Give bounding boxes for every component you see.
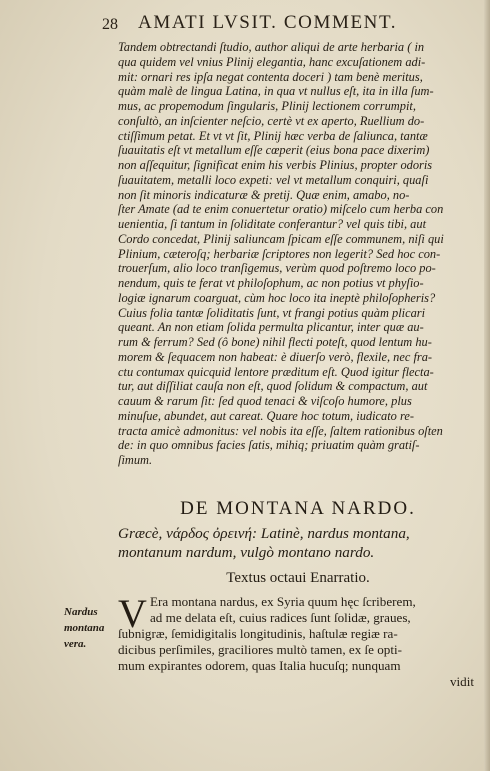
text-line: ſuauitatis eſt vt metallum eſſe cœperit (eius bona pace dixerim): [118, 143, 430, 158]
text-line: dicibus perſimiles, graciliores multò tamen, ex ſe opti-: [118, 642, 402, 657]
section-title: DE MONTANA NARDO.: [180, 498, 416, 519]
drop-cap: V: [118, 591, 147, 636]
text-line: qua quidem vel vnius Plinij elegantia, hanc excuſationem adi-: [118, 54, 426, 69]
running-head: AMATI LVSIT. COMMENT.: [138, 12, 398, 33]
text-line: non aſſequitur, ſignificat enim his verbis Plinius, propter odoris: [118, 158, 433, 172]
subtitle-line: montanum nardum, vulgò montano nardo.: [118, 544, 375, 561]
section-subtitle: [118, 524, 478, 562]
text-line: ad me delata eſt, cuius radices ſunt ſolidæ, graues,: [150, 610, 411, 625]
text-line: morem & ſequacem non habeat: è diuerſo verò, flexile, nec fra-: [118, 349, 433, 364]
text-line: Cordo concedat, Plinij saliuncam ſpicam eſſe communem, niſi qui: [118, 231, 444, 246]
text-line: nendum, quis te ferat vt philoſophum, ac non potius vt phyſio-: [118, 276, 424, 290]
text-line: Cuius folia tantæ ſoliditatis ſunt, vt frangi potius quàm plicari: [118, 305, 426, 320]
marginal-line: Nardus: [64, 606, 98, 618]
text-line: de: in quo omnibus facies ſatis, mihiq; priuatim quàm gratiſ-: [118, 438, 420, 453]
text-line: mus, ac propemodum ſingularis, Plinij lectionem corrumpit,: [118, 99, 416, 113]
text-line: ctiſſimum petat. Et vt vt ſit, Plinij hæc verba de ſaliunca, tantæ: [118, 128, 428, 143]
text-line: mit: ornari res ipſa negat contenta doceri ) tam benè meritus,: [118, 69, 423, 84]
text-line: ſter Amate (ad te enim conuertetur oratio) miſcelo cum herba con: [118, 202, 444, 217]
commentary-text: [118, 40, 478, 468]
text-line: non ſit minoris indicaturæ & pretij. Quæ enim, amabo, no-: [118, 187, 410, 202]
text-line: Era montana nardus, ex Syria quum hęc ſcriberem,: [150, 594, 416, 609]
text-line: logiæ ignarum coarguat, cùm hoc loco ita ineptè philoſopheris?: [118, 290, 436, 305]
text-line: quàm malè de lingua Latina, in qua vt nullus eſt, ita in illa ſum-: [118, 84, 434, 99]
text-line: trouerſum, alio loco tranſigemus, verùm quod poſtremo loco po-: [118, 261, 436, 276]
page-header: [0, 10, 490, 40]
textus-body: [118, 591, 478, 690]
catchword: vidit: [449, 674, 474, 689]
text-line: rum & ferrum? Sed (ô bone) nihil flecti poteſt, quod lentum hu-: [118, 335, 432, 349]
text-line: tracta amicè admonitus: vel nobis ita eſſe, ſaltem rationibus oſten: [118, 423, 443, 438]
textus-heading: Textus octaui Enarratio.: [226, 570, 370, 586]
text-line: Plinium, cæteroſq; herbariæ ſcriptores non legerit? Sed hoc con-: [118, 246, 441, 261]
text-line: ſimum.: [118, 453, 153, 467]
text-line: queant. An non etiam ſolida permulta plicantur, inter quæ au-: [118, 320, 424, 335]
subtitle-line: Græcè, νάρδος ὀρεινή: Latinè, nardus montana,: [118, 525, 410, 542]
text-line: Tandem obtrectandi ſtudio, author aliqui de arte herbaria ( in: [118, 40, 425, 54]
page-number: 28: [102, 16, 118, 33]
text-line: ctu contumax quicquid lentore præditum eſt. Quod igitur flecta-: [118, 364, 434, 379]
marginal-note: [64, 604, 120, 652]
text-line: ſubnigræ, ſemidigitalis longitudinis, haſtulæ regiæ ra-: [118, 626, 398, 641]
marginal-line: vera.: [64, 638, 87, 650]
page-edge: [484, 0, 490, 771]
text-line: mum expirantes odorem, quas Italia hucuſq; nunquam: [118, 658, 401, 673]
text-line: ſuauitatem, metalli loco expeti: vel vt metallum conquiri, quaſi: [118, 172, 429, 187]
text-line: cauum & rarum ſit: ſed quod tenaci & viſcoſo humore, plus: [118, 394, 412, 408]
text-line: uenientia, ſi tantum in ſoliditate conferantur? vel quis tibi, aut: [118, 217, 427, 231]
text-line: conſultò, an inſcienter neſcio, certè vt ex aperto, Ruellium do-: [118, 113, 425, 128]
marginal-line: montana: [64, 622, 105, 634]
text-line: minuſue, abundet, aut careat. Quare hoc totum, iudicato re-: [118, 408, 414, 423]
text-line: tur, aut diſſiliat cauſa non eſt, quod ſolidum & compactum, aut: [118, 379, 428, 394]
